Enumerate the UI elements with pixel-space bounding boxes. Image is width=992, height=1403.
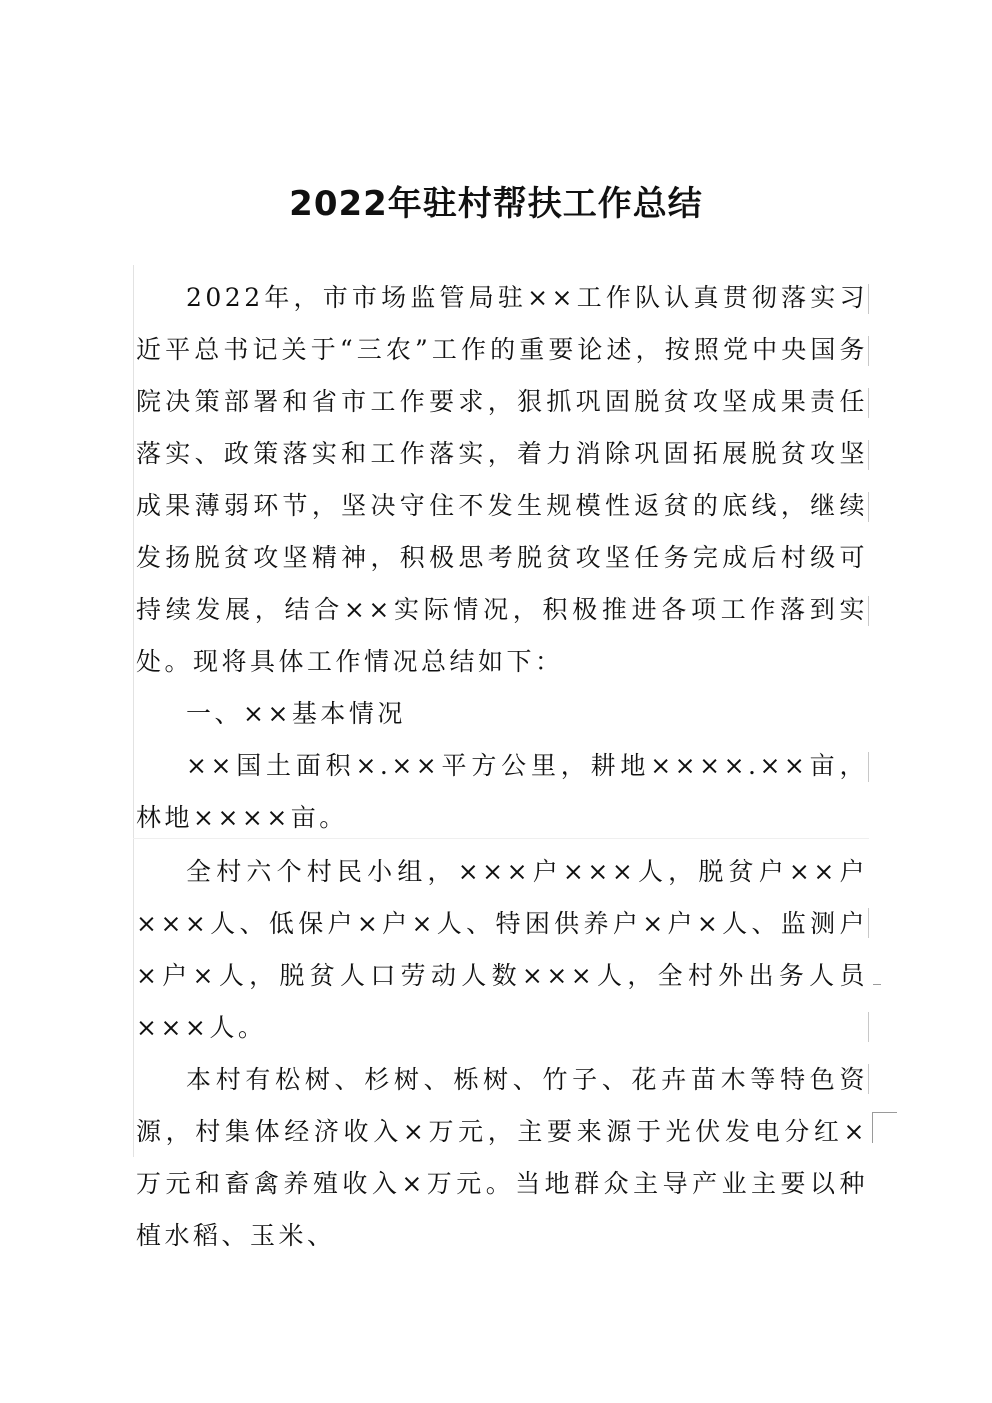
- document-title: 2022年驻村帮扶工作总结: [289, 184, 703, 224]
- document-body: [136, 272, 868, 1262]
- revision-mark: [873, 984, 881, 985]
- revision-mark: [868, 596, 869, 626]
- revision-mark: [868, 440, 869, 470]
- revision-mark: [868, 492, 869, 522]
- revision-mark: [868, 1064, 869, 1094]
- section-heading: 一、××基本情况: [186, 699, 406, 728]
- paragraph-land: ××国土面积×.××平方公里，耕地××××.××亩，林地××××亩。: [136, 751, 868, 832]
- revision-mark: [868, 1012, 869, 1042]
- revision-mark: [868, 336, 869, 366]
- paragraph-population: 全村六个村民小组，×××户×××人，脱贫户××户×××人、低保户×户×人、特困供养户×户×人、监测户×户×人，脱贫人口劳动人数×××人，全村外出务人员×××人。: [136, 857, 868, 1042]
- revision-mark: [868, 908, 869, 938]
- revision-mark: [868, 752, 869, 782]
- page-corner-mark: [872, 1112, 897, 1143]
- revision-mark: [868, 388, 869, 418]
- revision-mark: [868, 284, 869, 314]
- paragraph-intro: 2022年，市市场监管局驻××工作队认真贯彻落实习近平总书记关于“三农”工作的重要论述，按照党中央国务院决策部署和省市工作要求，狠抓巩固脱贫攻坚成果责任落实、政策落实和工作落实，着力消除巩固拓展脱贫攻坚成果薄弱环节，坚决守住不发生规模性返贫的底线，继续发扬脱贫攻坚精神，积极思考脱贫攻坚任务完成后村级可持续发展，结合××实际情况，积极推进各项工作落到实处。现将具体工作情况总结如下：: [136, 283, 868, 676]
- paragraph-economy: 本村有松树、杉树、栎树、竹子、花卉苗木等特色资源，村集体经济收入×万元，主要来源于光伏发电分红×万元和畜禽养殖收入×万元。当地群众主导产业主要以种植水稻、玉米、: [136, 1065, 868, 1250]
